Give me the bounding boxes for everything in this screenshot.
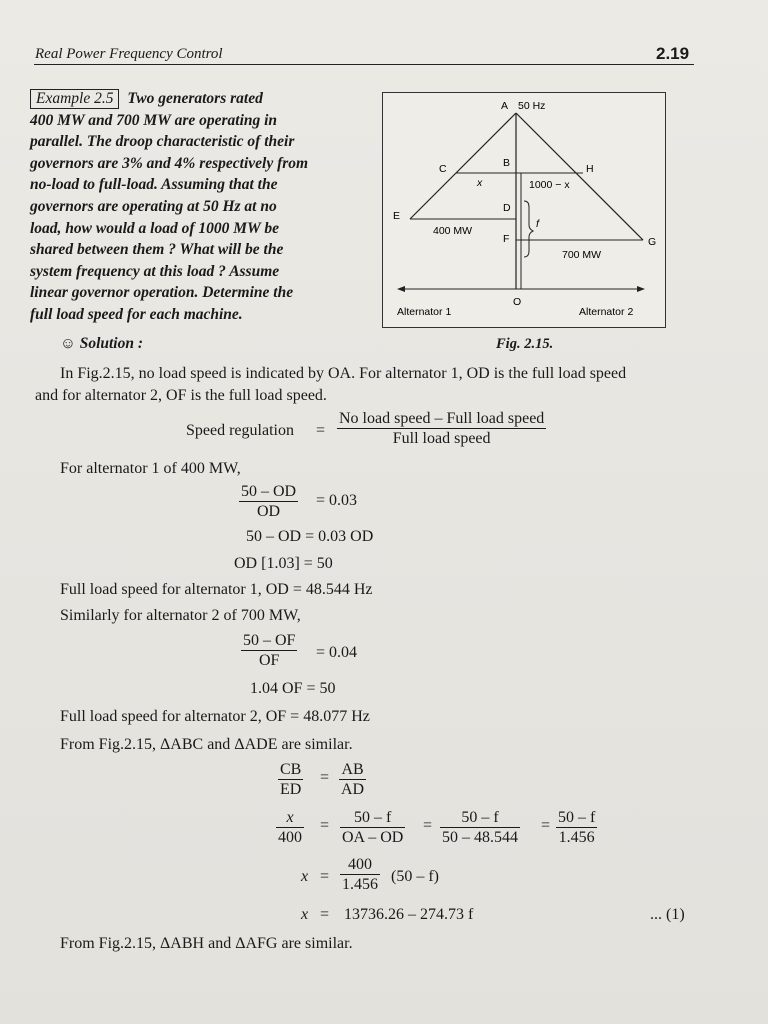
alt1-eq3: OD [1.03] = 50 bbox=[234, 555, 333, 572]
similar-triangles-text: From Fig.2.15, ΔABC and ΔADE are similar. bbox=[60, 736, 353, 753]
fraction-numerator: 50 – OF bbox=[243, 632, 296, 649]
alt2-heading: Similarly for alternator 2 of 700 MW, bbox=[60, 607, 301, 624]
problem-line: governors are 3% and 4% respectively from bbox=[30, 154, 309, 172]
fraction-numerator: No load speed – Full load speed bbox=[339, 410, 545, 427]
fraction-numerator: x bbox=[276, 808, 304, 828]
solution-heading: ☺ Solution : bbox=[60, 335, 144, 352]
xeq2-rhs: 13736.26 – 274.73 f bbox=[344, 906, 474, 923]
label-E: E bbox=[393, 210, 401, 222]
alt2-eq2: 1.04 OF = 50 bbox=[250, 680, 336, 697]
label-F: F bbox=[503, 233, 510, 245]
problem-line: 400 MW and 700 MW are operating in bbox=[30, 111, 278, 129]
problem-line: parallel. The droop characteristic of their bbox=[30, 133, 295, 151]
equals-sign: = bbox=[320, 868, 330, 885]
intro-line: and for alternator 2, OF is the full load speed. bbox=[35, 387, 327, 404]
fraction-denominator: 1.456 bbox=[558, 829, 595, 846]
label-50hz: 50 Hz bbox=[518, 100, 546, 112]
xeq-tail: (50 – f) bbox=[391, 868, 439, 885]
ratio-cb-ed bbox=[278, 760, 303, 799]
example-label: Example 2.5 bbox=[30, 89, 119, 109]
label-alternator-2: Alternator 2 bbox=[579, 306, 634, 318]
problem-line: Two generators rated bbox=[127, 90, 263, 107]
header-rule bbox=[34, 64, 694, 65]
label-A: A bbox=[501, 100, 509, 112]
problem-line: load, how would a load of 1000 MW be bbox=[30, 219, 280, 237]
alt1-fraction bbox=[239, 482, 298, 521]
brace-f bbox=[524, 201, 533, 257]
equals-sign: = bbox=[541, 817, 551, 834]
fraction-numerator: 50 – f bbox=[558, 809, 596, 826]
label-C: C bbox=[439, 163, 447, 175]
alt2-result: Full load speed for alternator 2, OF = 48.077 Hz bbox=[60, 708, 370, 725]
problem-line: no-load to full-load. Assuming that the bbox=[30, 176, 278, 194]
alt2-eq1-rhs: = 0.04 bbox=[316, 644, 358, 661]
problem-line: system frequency at this load ? Assume bbox=[30, 262, 280, 280]
fraction-numerator: 400 bbox=[340, 855, 380, 875]
label-1000-x: 1000 − x bbox=[529, 179, 570, 191]
similar-triangles-text: From Fig.2.15, ΔABH and ΔAFG are similar. bbox=[60, 935, 353, 952]
label-D: D bbox=[503, 202, 511, 214]
alt1-result: Full load speed for alternator 1, OD = 48.544 Hz bbox=[60, 581, 373, 598]
droop-diagram bbox=[383, 93, 665, 327]
fraction-denominator: 1.456 bbox=[342, 876, 378, 893]
page-number: 2.19 bbox=[656, 44, 690, 63]
intro-paragraph bbox=[35, 363, 710, 407]
ratio-ab-ad bbox=[339, 760, 366, 799]
equals-sign: = bbox=[423, 817, 433, 834]
equals-sign: = bbox=[320, 769, 330, 786]
fraction-denominator: OD bbox=[257, 503, 281, 520]
fraction-denominator: ED bbox=[280, 781, 302, 798]
label-H: H bbox=[586, 163, 594, 175]
alt1-eq1-rhs: = 0.03 bbox=[316, 492, 358, 509]
problem-line: shared between them ? What will be the bbox=[30, 241, 284, 259]
fraction-numerator: 50 – f bbox=[340, 808, 405, 828]
ratio-x-400 bbox=[276, 808, 304, 847]
label-G: G bbox=[648, 236, 657, 248]
fraction-denominator: AD bbox=[341, 781, 365, 798]
label-x: x bbox=[477, 177, 483, 189]
ratio-oa-od bbox=[340, 808, 405, 847]
fraction-denominator: 50 – 48.544 bbox=[442, 829, 518, 846]
example-problem bbox=[30, 88, 354, 326]
label-O: O bbox=[513, 296, 522, 308]
ratio-50-48544 bbox=[440, 808, 520, 847]
fraction-numerator: AB bbox=[339, 760, 366, 780]
problem-line: governors are operating at 50 Hz at no bbox=[30, 197, 277, 215]
label-700mw: 700 MW bbox=[562, 249, 602, 261]
ratio-1456 bbox=[556, 808, 597, 847]
alt1-eq2: 50 – OD = 0.03 OD bbox=[246, 528, 374, 545]
fraction-denominator: OA – OD bbox=[342, 829, 404, 846]
equals-sign: = bbox=[320, 906, 330, 923]
xeq-lhs: x bbox=[301, 868, 309, 885]
speed-regulation-fraction bbox=[337, 409, 546, 448]
fraction-denominator: OF bbox=[259, 652, 280, 669]
label-alternator-1: Alternator 1 bbox=[397, 306, 452, 318]
arrow-left-icon bbox=[397, 286, 405, 292]
alt2-fraction bbox=[241, 631, 297, 670]
alt1-heading: For alternator 1 of 400 MW, bbox=[60, 460, 241, 477]
fraction-numerator: 50 – f bbox=[440, 808, 520, 828]
running-header-title: Real Power Frequency Control bbox=[35, 46, 223, 62]
fraction-numerator: 50 – OD bbox=[241, 483, 297, 500]
figure-caption: Fig. 2.15. bbox=[496, 336, 554, 352]
intro-line: In Fig.2.15, no load speed is indicated by OA. For alternator 1, OD is the full load speed bbox=[60, 365, 627, 382]
xeq-fraction bbox=[340, 855, 380, 894]
equation-tag: ... (1) bbox=[650, 906, 685, 923]
label-400mw: 400 MW bbox=[433, 225, 473, 237]
problem-line: linear governor operation. Determine the bbox=[30, 284, 294, 302]
arrow-right-icon bbox=[637, 286, 645, 292]
droop-figure bbox=[382, 92, 666, 328]
speed-regulation-lhs: Speed regulation bbox=[186, 422, 294, 439]
equals-sign: = bbox=[316, 422, 326, 439]
fraction-denominator: Full load speed bbox=[392, 430, 491, 447]
label-f: f bbox=[536, 218, 539, 230]
fraction-denominator: 400 bbox=[278, 829, 302, 846]
fraction-numerator: CB bbox=[280, 761, 302, 778]
equals-sign: = bbox=[320, 817, 330, 834]
xeq2-lhs: x bbox=[301, 906, 309, 923]
alt1-droop-line bbox=[410, 113, 516, 219]
label-B: B bbox=[503, 157, 511, 169]
problem-line: full load speed for each machine. bbox=[30, 305, 243, 323]
